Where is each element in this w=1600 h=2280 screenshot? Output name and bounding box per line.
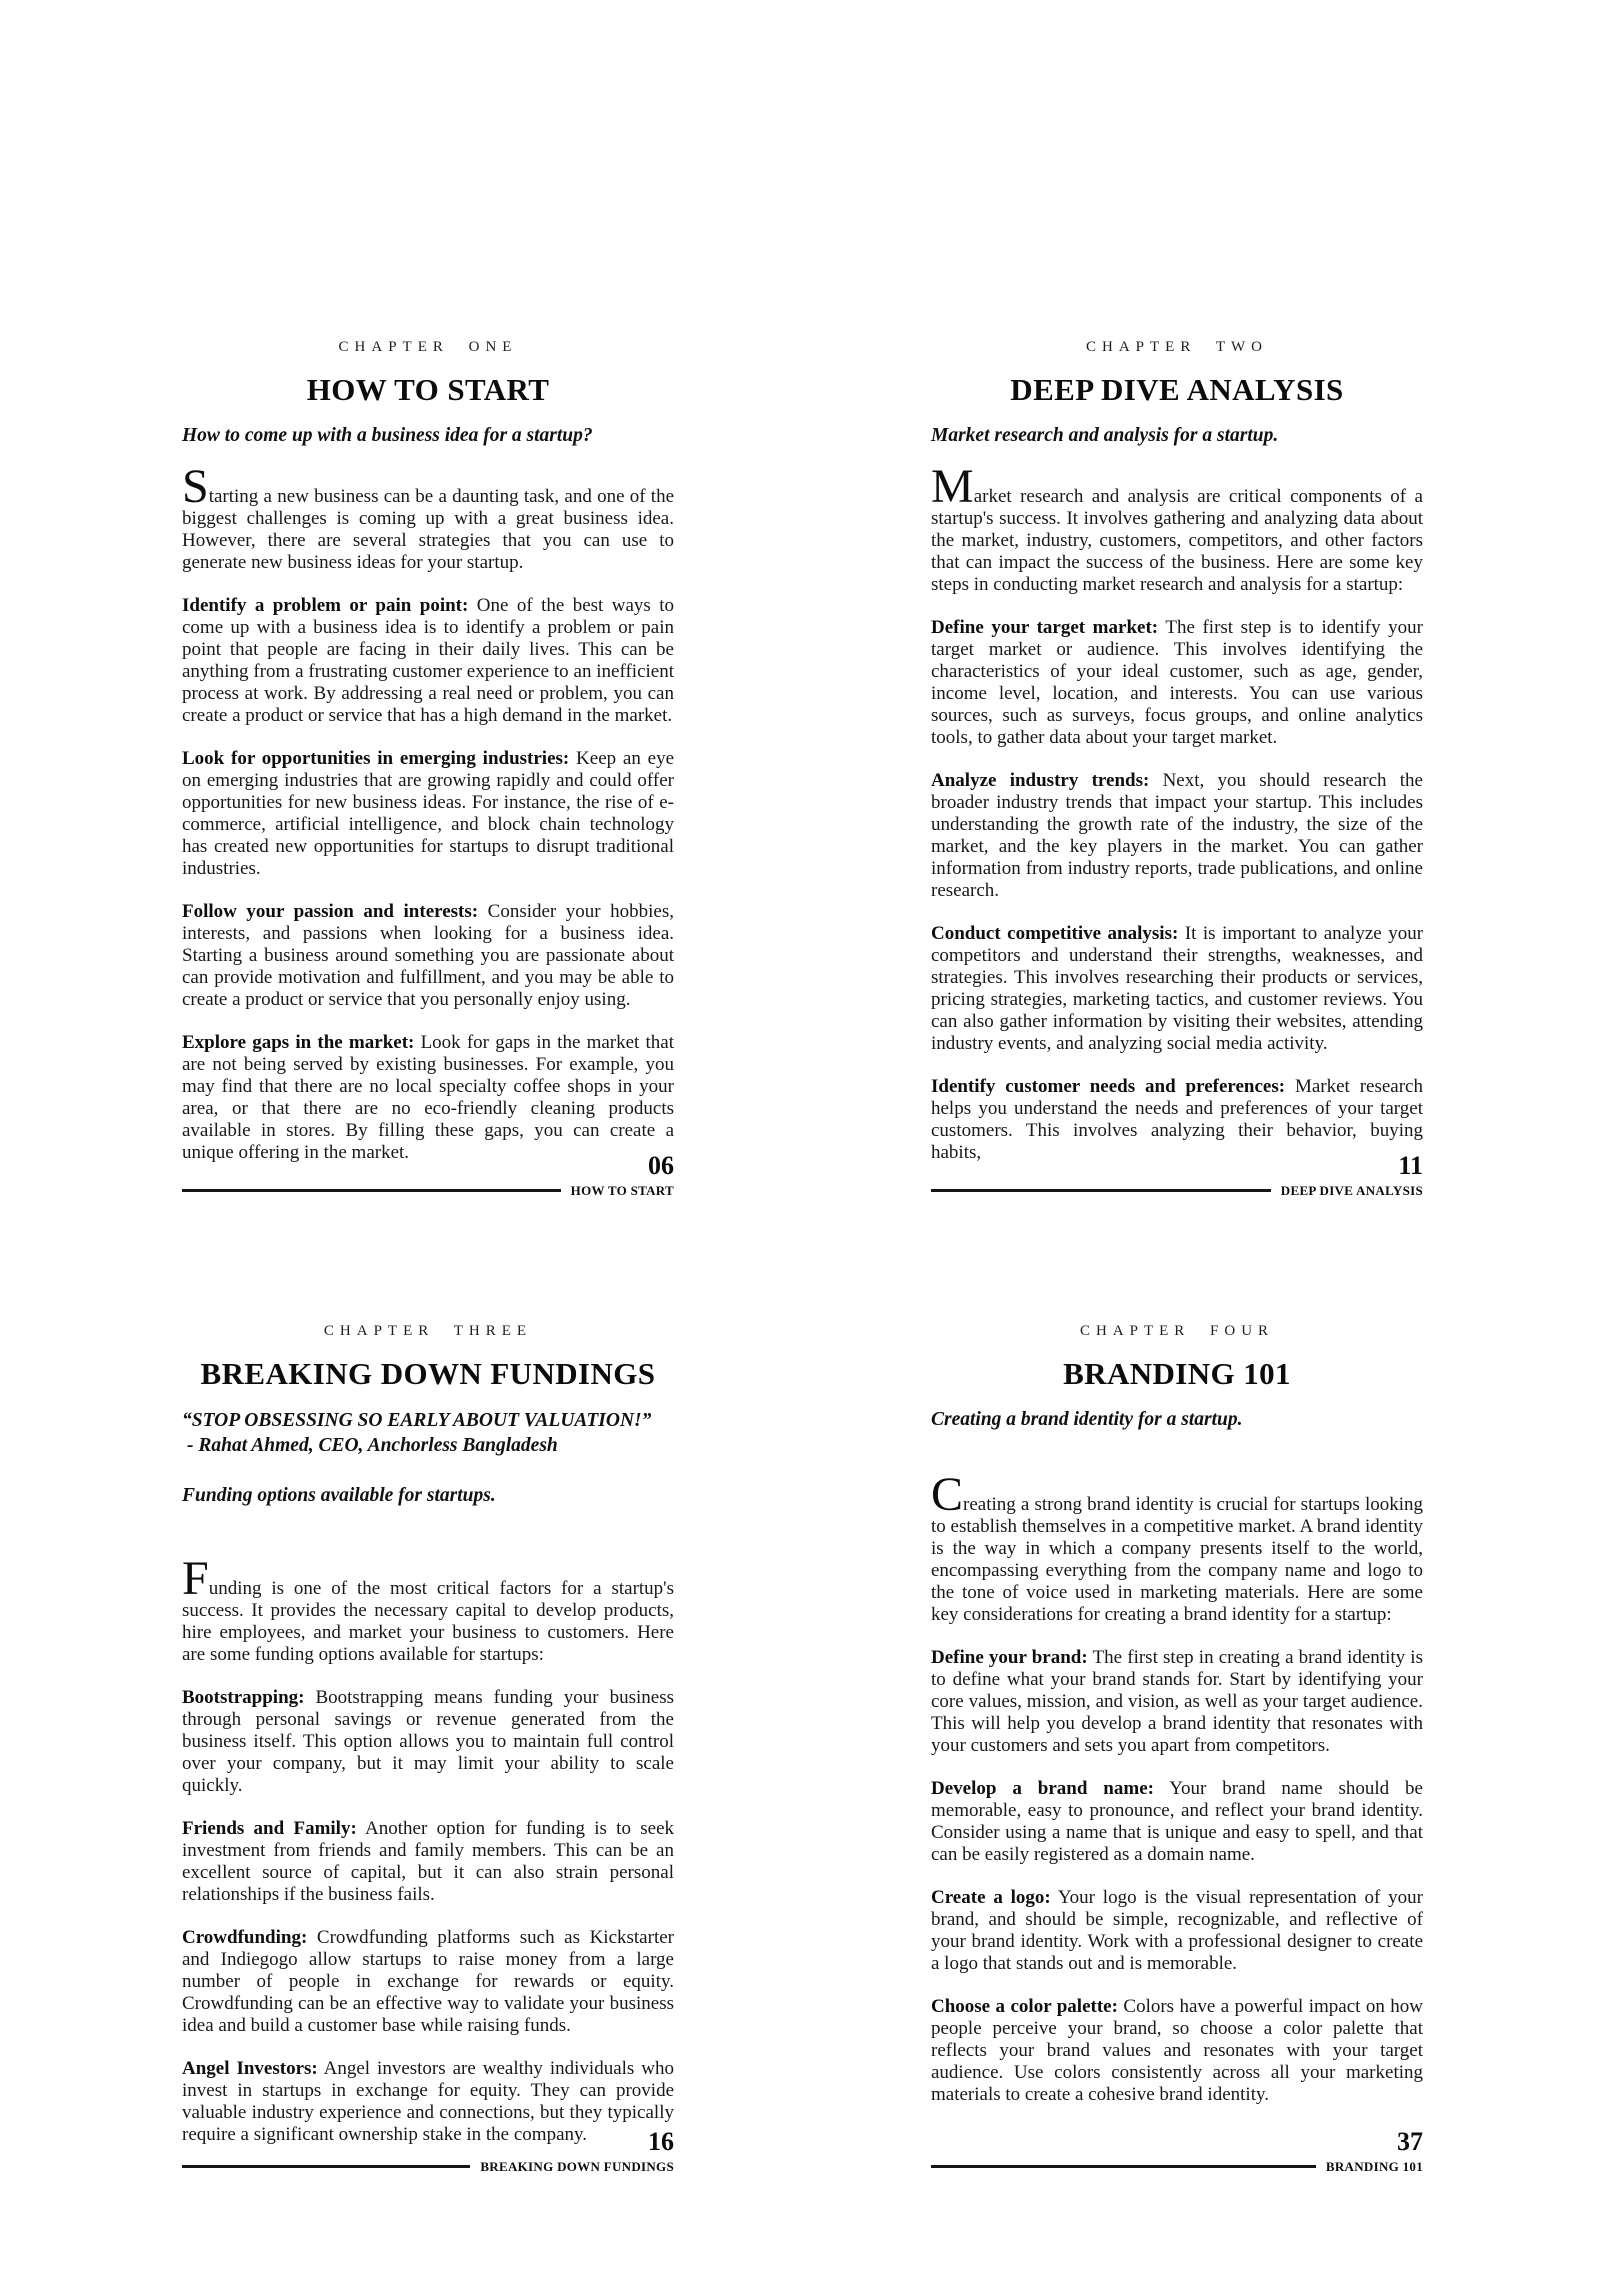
body-paragraph — [182, 595, 674, 727]
page-how-to-start — [182, 338, 674, 1198]
paragraph-text: It is important to analyze your competitors and understand their strengths, weaknesses, and strategies. This involves researching their products or services, pricing strategies, marketing tactics, and customer reviews. You can also gather information by visiting their websites, attending industry events, and analyzing social media activity. — [931, 923, 1424, 1054]
drop-cap: F — [182, 1552, 209, 1605]
chapter-title: BREAKING DOWN FUNDINGS — [200, 1356, 656, 1391]
page-footer — [931, 1152, 1423, 1198]
paragraph-text: reating a strong brand identity is crucial for startups looking to establish themselves in a competitive market. A brand identity is the way in which a company presents itself to the world, encompassing everything from the company name and logo to the tone of voice used in marketing materials. Here are some key considerations for creating a brand identity for a startup: — [931, 1494, 1423, 1625]
footer-rule-row — [182, 1183, 674, 1198]
page-number: 06 — [648, 1151, 674, 1180]
quote-text: “STOP OBSESSING SO EARLY ABOUT VALUATION!” — [182, 1410, 652, 1431]
paragraph-text: Bootstrapping means funding your business through personal savings or revenue generated from the business itself. This option allows you to maintain full control over your company, but it may limit your ability to scale quickly. — [182, 1687, 674, 1796]
footer-rule — [182, 1189, 561, 1192]
page-number: 37 — [1397, 2127, 1423, 2156]
paragraph-text: Your brand name should be memorable, easy to pronounce, and reflect your brand identity. Consider using a name that is unique and easy to spell, and that can be easily registered as a domain name. — [931, 1778, 1423, 1865]
body-paragraph — [931, 1778, 1423, 1866]
chapter-label: CHAPTER TWO — [1086, 339, 1268, 355]
body-paragraph — [182, 1927, 674, 2037]
paragraph-lead: Follow your passion and interests: — [182, 901, 479, 922]
chapter-label: CHAPTER THREE — [323, 1323, 533, 1339]
paragraph-lead: Define your brand: — [931, 1647, 1088, 1668]
paragraph-lead: Angel Investors: — [182, 2058, 318, 2079]
paragraph-text: Next, you should research the broader industry trends that impact your startup. This includes understanding the growth rate of the industry, the size of the market, and the key players in the market. You can gather information from industry reports, trade publications, and online research. — [931, 770, 1423, 901]
chapter-title: HOW TO START — [306, 372, 550, 407]
chapter-title: DEEP DIVE ANALYSIS — [1010, 372, 1344, 407]
chapter-label: CHAPTER ONE — [338, 339, 518, 355]
body-paragraph — [182, 748, 674, 880]
paragraph-lead: Conduct competitive analysis: — [931, 923, 1179, 944]
paragraph-text: Consider your hobbies, interests, and passions when looking for a business idea. Starting a business around something you are passionate about can provide motivation and fulfillment, and you may be able to create a product or service that you personally enjoy using. — [182, 901, 675, 1010]
body-paragraph — [931, 1887, 1423, 1975]
paragraph-lead: Look for opportunities in emerging industries: — [182, 748, 570, 769]
paragraph-lead: Create a logo: — [931, 1887, 1051, 1908]
paragraph-text: Colors have a powerful impact on how people perceive your brand, so choose a color palette that reflects your brand values and resonates with your target audience. Use colors consistently across all your marketing materials to create a cohesive brand identity. — [931, 1996, 1424, 2105]
page-branding-101 — [931, 1322, 1423, 2174]
paragraph-text: Another option for funding is to seek investment from friends and family members. This can be an excellent source of capital, but it can also strain personal relationships if the business fails. — [182, 1818, 674, 1905]
footer-rule-row — [931, 1183, 1423, 1198]
paragraph-text: The first step is to identify your target market or audience. This involves identifying the characteristics of your ideal customer, such as age, gender, income level, location, and interests. You can use various sources, such as surveys, focus groups, and online analytics tools, to gather data about your target market. — [931, 617, 1423, 748]
body-paragraph — [931, 460, 1423, 596]
paragraph-lead: Crowdfunding: — [182, 1927, 308, 1948]
paragraph-text: unding is one of the most critical factors for a startup's success. It provides the necessary capital to develop products, hire employees, and market your business to customers. Here are some funding options available for startups: — [182, 1578, 674, 1665]
footer-chapter-label: DEEP DIVE ANALYSIS — [1280, 1183, 1423, 1198]
paragraph-text: Crowdfunding platforms such as Kickstarter and Indiegogo allow startups to raise money from a large number of people in exchange for rewards or equity. Crowdfunding can be an effective way to validate your business idea and build a customer base while raising funds. — [182, 1927, 674, 2036]
body-paragraph — [931, 617, 1423, 749]
page-footer — [182, 1152, 674, 1198]
page-footer — [182, 2128, 674, 2174]
paragraph-text: Keep an eye on emerging industries that are growing rapidly and could offer opportunities for new business ideas. For instance, the rise of e-commerce, artificial intelligence, and block chain technology has created new opportunities for startups to disrupt traditional industries. — [182, 748, 675, 879]
footer-rule-row — [931, 2159, 1423, 2174]
body-paragraph — [931, 1996, 1423, 2106]
paragraph-lead: Explore gaps in the market: — [182, 1032, 415, 1053]
paragraph-text: One of the best ways to come up with a business idea is to identify a problem or pain point that people are facing in their daily lives. This can be anything from a frustrating customer experience to an inefficient process at work. By addressing a real need or problem, you can create a product or service that has a high demand in the market. — [182, 595, 674, 726]
drop-cap: C — [931, 1468, 964, 1521]
footer-rule — [182, 2165, 470, 2168]
footer-rule — [931, 1189, 1271, 1192]
body-paragraph — [182, 1032, 674, 1164]
footer-rule-row — [182, 2159, 674, 2174]
page-number: 11 — [1398, 1151, 1423, 1180]
chapter-quote — [182, 1408, 674, 1458]
body-paragraph — [931, 770, 1423, 902]
body-paragraph — [931, 1076, 1423, 1164]
body-paragraph — [182, 901, 674, 1011]
paragraph-lead: Identify customer needs and preferences: — [931, 1076, 1286, 1097]
paragraph-text: arket research and analysis are critical components of a startup's success. It involves gathering and analyzing data about the market, industry, customers, competitors, and other factors that can impact the success of the business. Here are some key steps in conducting market research and analysis for a startup: — [931, 486, 1423, 595]
footer-chapter-label: BREAKING DOWN FUNDINGS — [480, 2159, 674, 2174]
chapter-title: BRANDING 101 — [1063, 1356, 1291, 1391]
paragraph-lead: Choose a color palette: — [931, 1996, 1118, 2017]
paragraph-text: Angel investors are wealthy individuals who invest in startups in exchange for equity. They can provide valuable industry experience and connections, but they typically require a significant ownership stake in the company. — [182, 2058, 674, 2145]
page-number: 16 — [648, 2127, 674, 2156]
body-paragraph — [931, 923, 1423, 1055]
paragraph-lead: Analyze industry trends: — [931, 770, 1150, 791]
paragraph-lead: Bootstrapping: — [182, 1687, 305, 1708]
body-paragraph — [182, 1552, 674, 1666]
body-paragraph — [182, 460, 674, 574]
page-breaking-down-fundings — [182, 1322, 674, 2174]
paragraph-text: Your logo is the visual representation of your brand, and should be simple, recognizable, and reflective of your brand identity. Work with a professional designer to create a logo that stands out and is memorable. — [931, 1887, 1423, 1974]
body-paragraph — [182, 1818, 674, 1906]
chapter-label: CHAPTER FOUR — [1079, 1323, 1275, 1339]
body-paragraph — [182, 1687, 674, 1797]
drop-cap: M — [931, 460, 974, 513]
chapter-subtitle: Funding options available for startups. — [182, 1485, 496, 1506]
paragraph-lead: Define your target market: — [931, 617, 1159, 638]
drop-cap: S — [182, 460, 209, 513]
footer-rule — [931, 2165, 1316, 2168]
paragraph-lead: Friends and Family: — [182, 1818, 357, 1839]
page-footer — [931, 2128, 1423, 2174]
chapter-subtitle: How to come up with a business idea for a startup? — [182, 425, 593, 446]
paragraph-text: tarting a new business can be a daunting task, and one of the biggest challenges is coming up with a great business idea. However, there are several strategies that you can use to generate new business ideas for your startup. — [182, 486, 674, 573]
chapter-subtitle: Market research and analysis for a startup. — [931, 425, 1279, 446]
paragraph-text: Look for gaps in the market that are not being served by existing businesses. For example, you may find that there are no local specialty coffee shops in your area, or that there are no eco-friendly cleaning products available in stores. By filling these gaps, you can create a unique offering in the market. — [182, 1032, 675, 1163]
quote-attribution: - Rahat Ahmed, CEO, Anchorless Bangladesh — [187, 1435, 558, 1456]
paragraph-lead: Identify a problem or pain point: — [182, 595, 469, 616]
body-paragraph — [931, 1468, 1423, 1626]
chapter-subtitle: Creating a brand identity for a startup. — [931, 1409, 1243, 1430]
page-deep-dive-analysis — [931, 338, 1423, 1198]
footer-chapter-label: BRANDING 101 — [1325, 2159, 1423, 2174]
paragraph-lead: Develop a brand name: — [931, 1778, 1154, 1799]
footer-chapter-label: HOW TO START — [570, 1183, 674, 1198]
paragraph-text: The first step in creating a brand identity is to define what your brand stands for. Start by identifying your core values, mission, and vision, as well as your target audience. This will help you develop a brand identity that resonates with your customers and sets you apart from competitors. — [931, 1647, 1423, 1756]
paragraph-text: Market research helps you understand the needs and preferences of your target customers. This involves analyzing their behavior, buying habits, — [931, 1076, 1423, 1163]
body-paragraph — [931, 1647, 1423, 1757]
